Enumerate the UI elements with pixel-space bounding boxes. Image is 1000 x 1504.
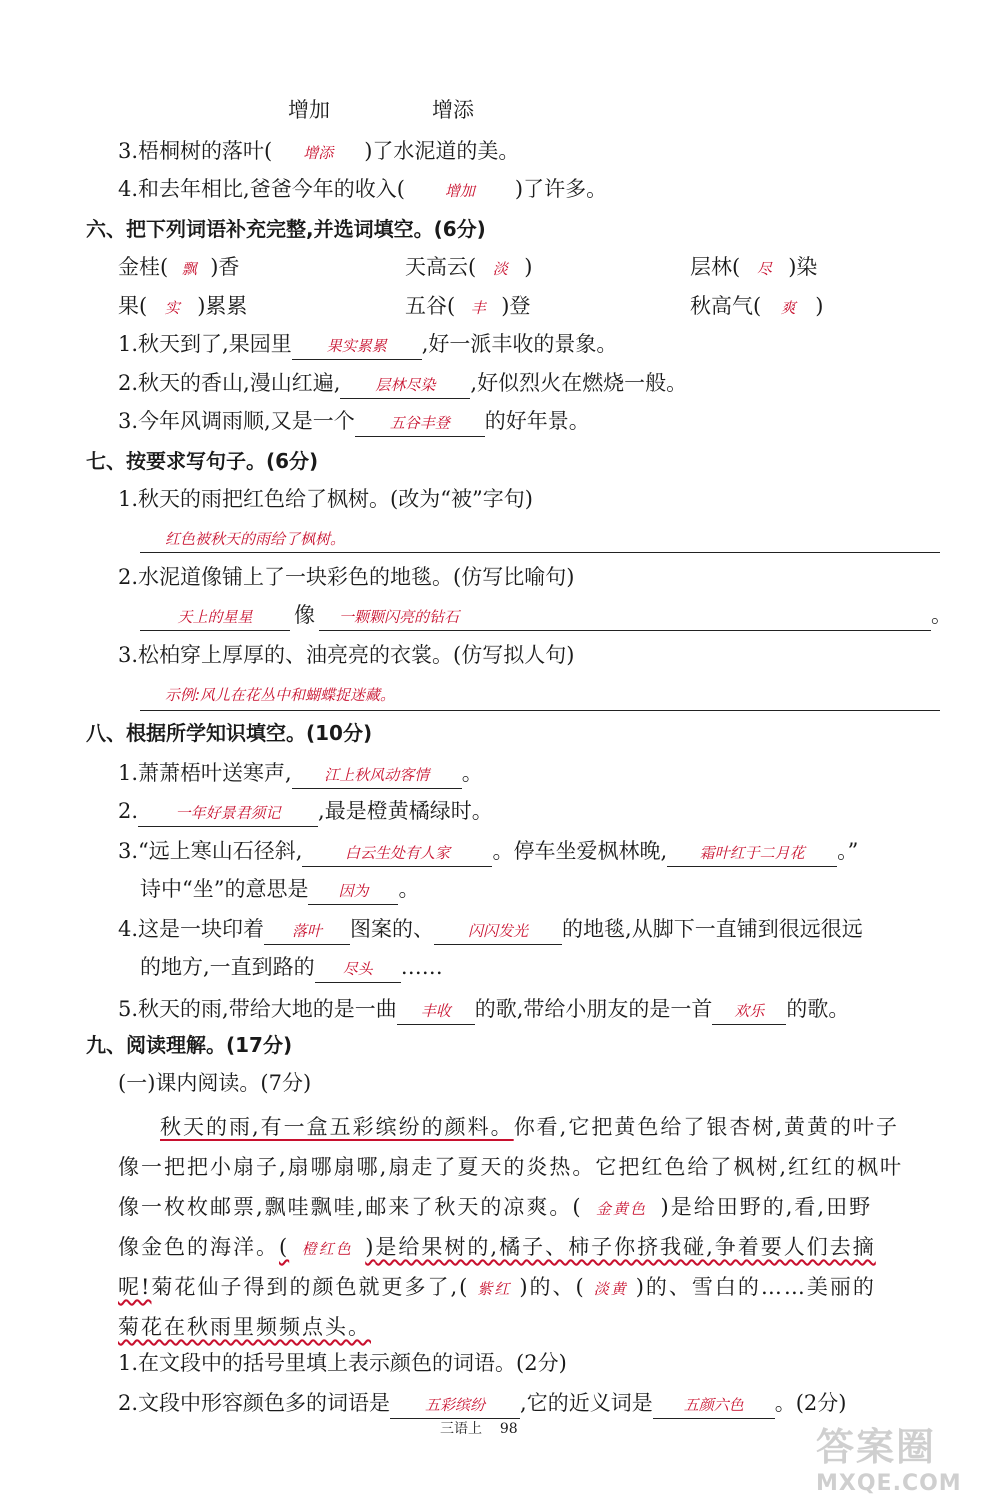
s6-word-2: 天高云( 淡 ): [405, 255, 533, 279]
s8-q4: 4.这是一块印着 落叶 图案的、 闪闪发光 的地毯,从脚下一直铺到很远很远: [118, 914, 863, 945]
answer: 橙红色: [301, 1240, 353, 1258]
s6-q1: 1.秋天到了,果园里 果实累累 ,好一派丰收的景象。: [118, 329, 617, 360]
answer: 一年好景君须记: [175, 804, 281, 822]
answer: 实: [164, 299, 180, 317]
s6-q3: 3.今年风调雨顺,又是一个 五谷丰登 的好年景。: [118, 406, 590, 437]
s8-q1: 1.萧萧梧叶送寒声, 江上秋风动客情 。: [118, 758, 483, 789]
s7-q3-answer: 示例:风儿在花丛中和蝴蝶捉迷藏。: [165, 686, 396, 704]
s6-word-6: 秋高气( 爽 ): [690, 294, 824, 318]
answer: 白云生处有人家: [344, 844, 450, 862]
answer: 淡: [492, 260, 508, 278]
s6-word-3: 层林( 尽 )染: [690, 255, 818, 279]
s8-q3: 3.“远上寒山石径斜, 白云生处有人家 。停车坐爱枫林晚, 霜叶红于二月花 。”: [118, 836, 858, 867]
answer: 增添: [303, 144, 334, 162]
s9-subtitle: (一)课内阅读。(7分): [118, 1071, 312, 1095]
answer: 落叶: [292, 922, 323, 940]
answer-line: [140, 552, 940, 553]
passage-line-1: 秋天的雨,有一盒五彩缤纷的颜料。你看,它把黄色给了银杏树,黄黄的叶子: [160, 1115, 900, 1139]
passage-line-6: 菊花在秋雨里频频点头。: [118, 1315, 371, 1339]
s7-q2-prompt: 2.水泥道像铺上了一块彩色的地毯。(仿写比喻句): [118, 565, 575, 589]
s6-q2: 2.秋天的香山,漫山红遍, 层林尽染 ,好似烈火在燃烧一般。: [118, 368, 687, 399]
answer: 紫红: [477, 1280, 512, 1298]
s5-q3: 3.梧桐树的落叶( 增添 )了水泥道的美。: [118, 139, 520, 163]
answer: 丰: [470, 299, 486, 317]
page-number: 98: [499, 1421, 518, 1437]
answer-line: [140, 710, 940, 711]
answer: 尽头: [342, 960, 373, 978]
answer: 五彩缤纷: [425, 1396, 486, 1414]
answer: 果实累累: [326, 337, 387, 355]
s7-q2-answer: 天上的星星 像 一颗颗闪亮的钻石 。: [140, 600, 952, 631]
top-word-2: 增添: [432, 98, 474, 122]
answer: 增加: [444, 182, 475, 200]
answer: 五颜六色: [683, 1396, 744, 1414]
s9-q1: 1.在文段中的括号里填上表示颜色的词语。(2分): [118, 1351, 567, 1375]
section-8-title: 八、根据所学知识填空。(10分): [86, 721, 373, 745]
answer: 欢乐: [734, 1002, 765, 1020]
answer: 闪闪发光: [468, 922, 529, 940]
answer: 层林尽染: [375, 376, 436, 394]
page-footer: 三语上 98: [440, 1421, 518, 1437]
answer: 因为: [338, 882, 369, 900]
s5-q4: 4.和去年相比,爸爸今年的收入( 增加 )了许多。: [118, 177, 608, 201]
answer: 江上秋风动客情: [324, 766, 430, 784]
top-word-1: 增加: [288, 98, 330, 122]
s8-q2: 2. 一年好景君须记 ,最是橙黄橘绿时。: [118, 796, 493, 827]
answer: 五谷丰登: [389, 414, 450, 432]
answer: 霜叶红于二月花: [699, 844, 805, 862]
passage-line-5: 呢!菊花仙子得到的颜色就更多了,( 紫红 )的、( 淡黄 )的、雪白的……美丽的: [118, 1275, 876, 1299]
s8-q3b: 诗中“坐”的意思是 因为 。: [140, 874, 419, 905]
answer: 爽: [780, 299, 796, 317]
answer: 金黄色: [596, 1200, 648, 1218]
s6-word-4: 果( 实 )累累: [118, 294, 248, 318]
s7-q1-prompt: 1.秋天的雨把红色给了枫树。(改为“被”字句): [118, 487, 533, 511]
answer: 一颗颗闪亮的钻石: [339, 608, 460, 626]
s8-q5: 5.秋天的雨,带给大地的是一曲 丰收 的歌,带给小朋友的是一首 欢乐 的歌。: [118, 994, 849, 1025]
section-9-title: 九、阅读理解。(17分): [86, 1033, 293, 1057]
s9-q2: 2.文段中形容颜色多的词语是 五彩缤纷 ,它的近义词是 五颜六色 。(2分): [118, 1388, 846, 1419]
passage-line-2: 像一把把小扇子,扇哪扇哪,扇走了夏天的炎热。它把红色给了枫树,红红的枫叶: [118, 1155, 904, 1179]
answer: 淡黄: [593, 1280, 628, 1298]
answer: 飘: [181, 260, 197, 278]
answer: 天上的星星: [177, 608, 253, 626]
s6-word-1: 金桂( 飘 )香: [118, 255, 240, 279]
passage-line-3: 像一枚枚邮票,飘哇飘哇,邮来了秋天的凉爽。( 金黄色 )是给田野的,看,田野: [118, 1195, 873, 1219]
answer: 丰收: [420, 1002, 451, 1020]
s7-q3-prompt: 3.松柏穿上厚厚的、油亮亮的衣裳。(仿写拟人句): [118, 643, 575, 667]
answer: 尽: [756, 260, 772, 278]
passage-line-4: 像金色的海洋。( 橙红色 )是给果树的,橘子、柿子你挤我碰,争着要人们去摘: [118, 1235, 876, 1259]
s7-q1-answer: 红色被秋天的雨给了枫树。: [165, 530, 346, 548]
section-7-title: 七、按要求写句子。(6分): [86, 449, 319, 473]
s8-q4b: 的地方,一直到路的 尽头 ……: [140, 952, 443, 983]
watermark-logo: 答案圈 MXQE.COM: [816, 1425, 962, 1496]
s6-word-5: 五谷( 丰 )登: [405, 294, 531, 318]
section-6-title: 六、把下列词语补充完整,并选词填空。(6分): [86, 217, 486, 241]
